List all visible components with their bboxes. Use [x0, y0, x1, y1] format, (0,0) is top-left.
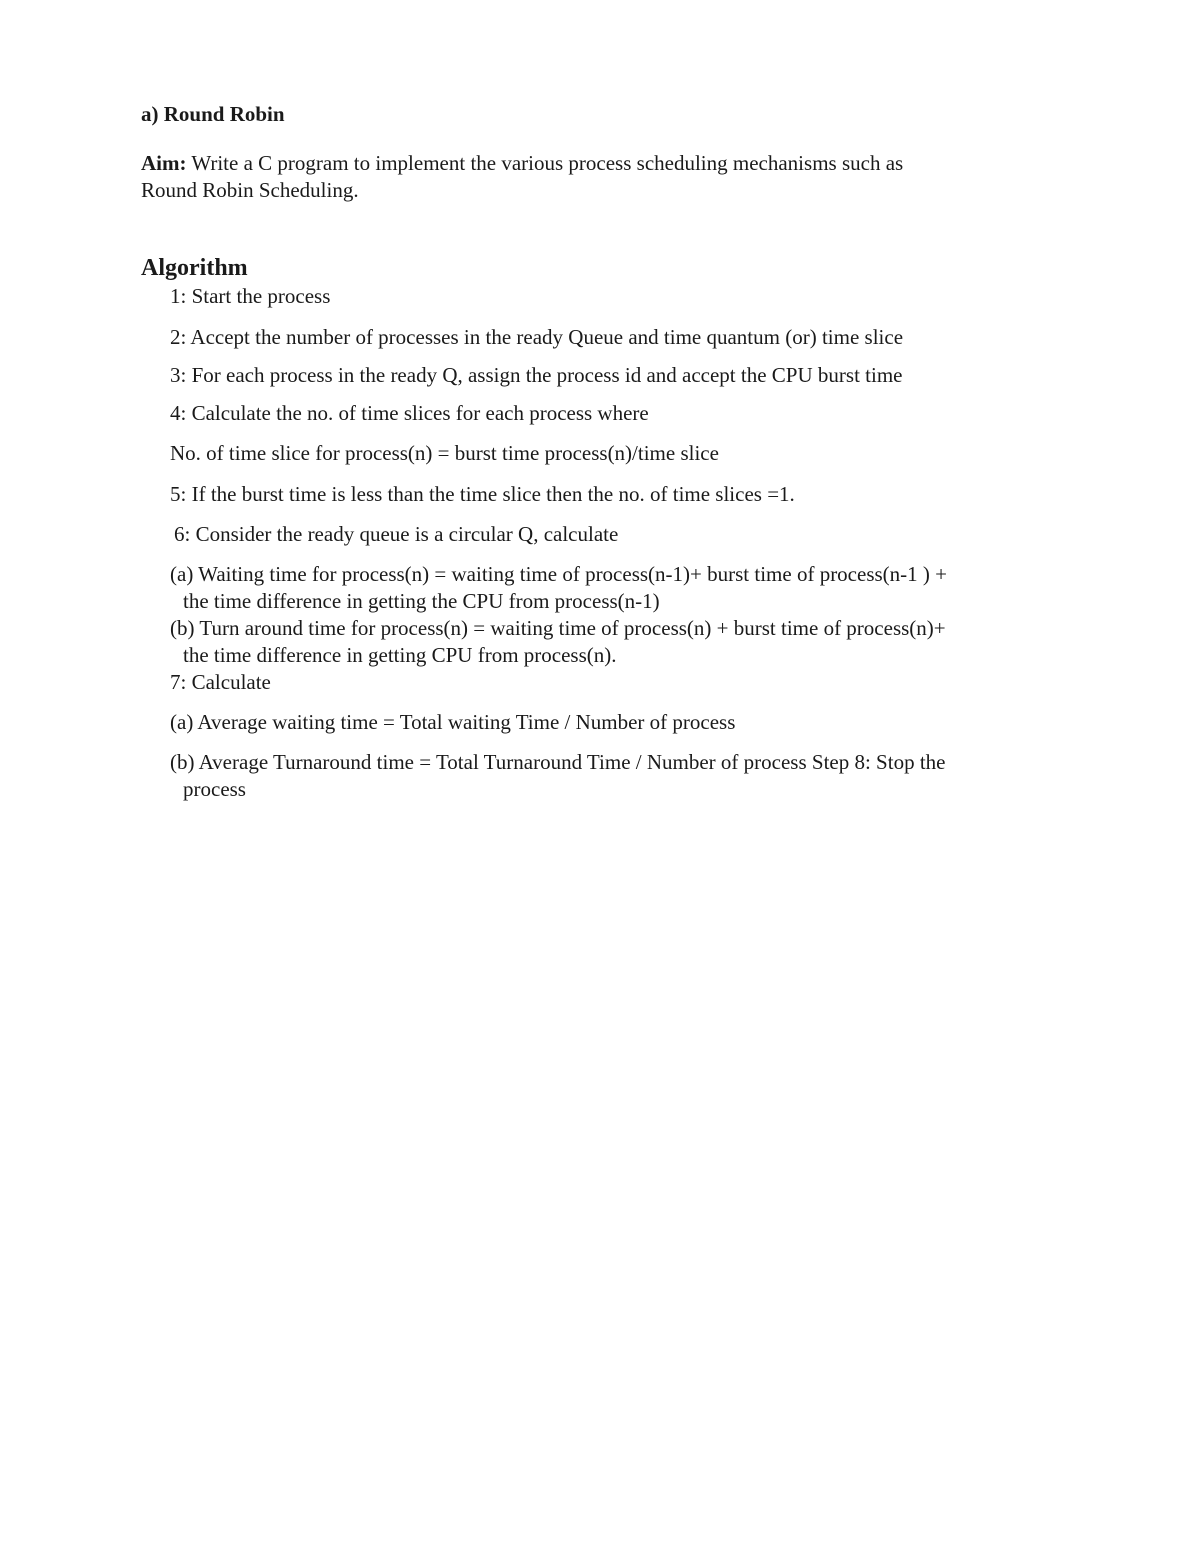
algorithm-step-7: 7: Calculate — [170, 670, 271, 694]
aim-label: Aim: — [141, 151, 187, 175]
algorithm-step-6b-line-1: (b) Turn around time for process(n) = waiting time of process(n) + burst time of process(n)+ — [170, 616, 946, 640]
algorithm-step-7a: (a) Average waiting time = Total waiting Time / Number of process — [170, 710, 736, 734]
algorithm-step-7b-line-1: (b) Average Turnaround time = Total Turnaround Time / Number of process Step 8: Stop the — [170, 750, 946, 774]
algorithm-step-3: 3: For each process in the ready Q, assign the process id and accept the CPU burst time — [170, 363, 903, 387]
algorithm-step-4: 4: Calculate the no. of time slices for each process where — [170, 401, 649, 425]
algorithm-step-5: 5: If the burst time is less than the time slice then the no. of time slices =1. — [170, 482, 795, 506]
aim-text-line-2: Round Robin Scheduling. — [141, 178, 359, 202]
algorithm-step-6: 6: Consider the ready queue is a circular Q, calculate — [174, 522, 619, 546]
algorithm-heading: Algorithm — [141, 255, 248, 281]
algorithm-step-2: 2: Accept the number of processes in the ready Queue and time quantum (or) time slice — [170, 325, 904, 349]
algorithm-step-6b-line-2: the time difference in getting CPU from process(n). — [183, 643, 617, 667]
algorithm-step-7b-line-2: process — [183, 777, 246, 801]
aim-text-line-1: Write a C program to implement the various process scheduling mechanisms such as — [186, 151, 904, 175]
aim-paragraph — [141, 150, 903, 177]
algorithm-step-1: 1: Start the process — [170, 284, 331, 308]
algorithm-step-6a-line-2: the time difference in getting the CPU from process(n-1) — [183, 589, 660, 613]
algorithm-step-6a-line-1: (a) Waiting time for process(n) = waiting time of process(n-1)+ burst time of process(n-1 ) + — [170, 562, 947, 586]
algorithm-step-4-formula: No. of time slice for process(n) = burst time process(n)/time slice — [170, 441, 719, 465]
section-heading: a) Round Robin — [141, 102, 285, 126]
